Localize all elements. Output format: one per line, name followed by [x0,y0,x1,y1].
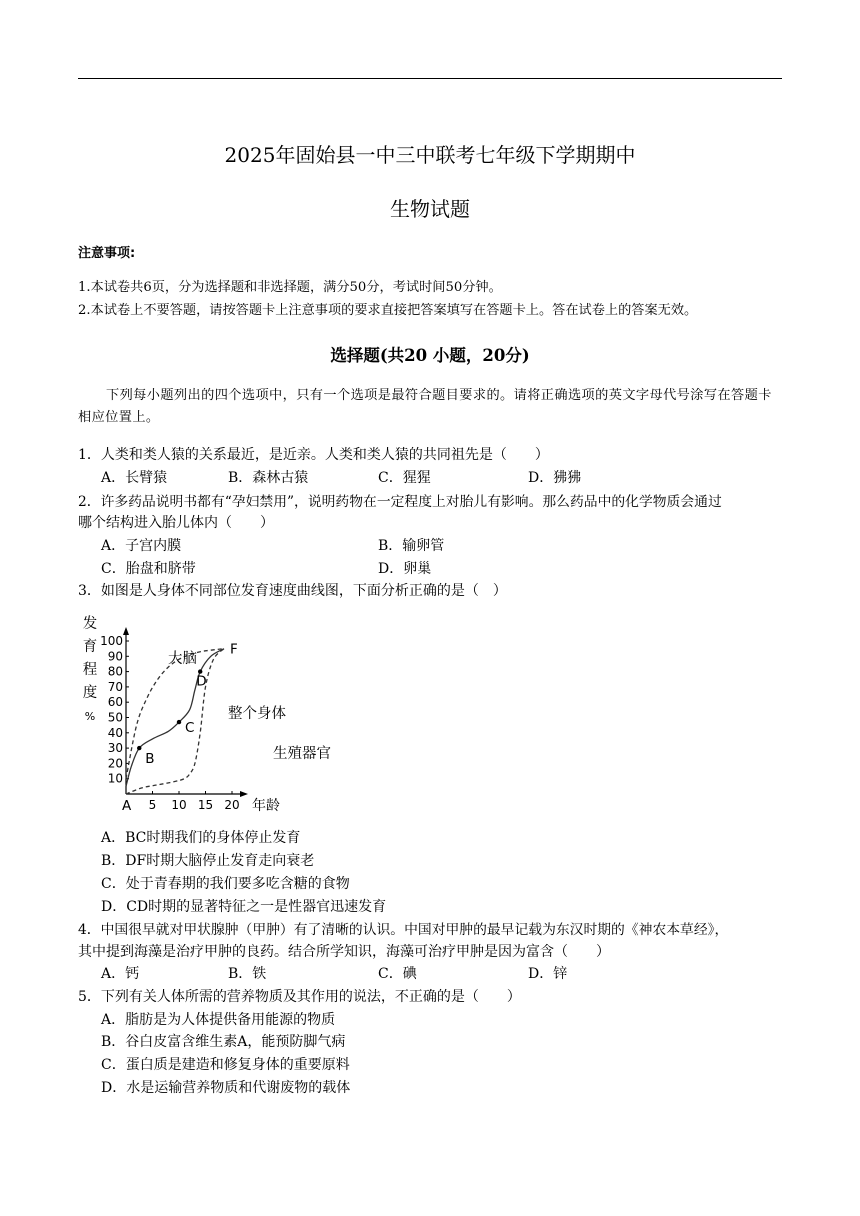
y-tick-label: 50 [107,710,123,725]
curve-point [177,720,181,724]
y-tick-label: 70 [107,679,123,694]
y-axis-label-char: 发 [82,616,98,632]
q3-option-a: A．BC时期我们的身体停止发育 [101,830,301,846]
question-2-stem-line1: 2．许多药品说明书都有“孕妇禁用”，说明药物在一定程度上对胎儿有影响。那么药品中的化学物质会通过 [78,494,722,510]
series-label: 生殖器官 [273,746,331,762]
y-tick-label: 10 [107,771,123,786]
question-1-stem: 1．人类和类人猿的关系最近，是近亲。人类和类人猿的共同祖先是（ ） [78,447,549,463]
y-axis-label-char: 度 [82,685,98,701]
y-axis-label-char: 程 [82,662,98,678]
q5-option-b: B．谷白皮富含维生素A，能预防脚气病 [101,1034,346,1050]
y-axis-arrow [123,627,129,635]
question-5-stem: 5．下列有关人体所需的营养物质及其作用的说法，不正确的是（ ） [78,989,521,1005]
growth-chart [78,608,398,820]
q4-option-b: B．铁 [228,966,267,982]
y-tick-label: 30 [107,741,123,756]
series-line [126,649,224,787]
exam-subtitle: 生物试题 [390,197,470,221]
x-axis-label: 年龄 [252,798,280,814]
series-label: 整个身体 [228,706,286,722]
notice-item: 1.本试卷共6页，分为选择题和非选择题，满分50分，考试时间50分钟。 [78,280,502,295]
section-instruction: 下列每小题列出的四个选项中，只有一个选项是最符合题目要求的。请将正确选项的英文字母代号涂写在答题卡相应位置上。 [78,388,772,425]
point-label: B [145,751,155,768]
x-tick-label: 5 [148,798,157,812]
notice-heading: 注意事项: [78,246,136,261]
q4-option-c: C．碘 [378,966,417,982]
point-label: D [196,673,207,690]
q2-option-d: D．卵巢 [378,561,432,577]
q1-option-d: D．狒狒 [528,470,582,486]
point-label: F [230,641,238,658]
x-tick-label: 10 [171,798,187,812]
y-tick-label: 100 [100,634,123,648]
x-axis-arrow [240,791,248,797]
section-title: 选择题(共20 小题，20分) [330,346,530,365]
q5-option-a: A．脂肪是为人体提供备用能源的物质 [101,1012,336,1028]
question-3-stem: 3．如图是人身体不同部位发育速度曲线图，下面分析正确的是（ ） [78,583,507,599]
series-label: 大脑 [168,651,197,667]
q1-option-c: C．猩猩 [378,470,431,486]
question-4-stem-line1: 4．中国很早就对甲状腺肿（甲肿）有了清晰的认识。中国对甲肿的最早记载为东汉时期的《神农本草经》， [78,922,729,938]
y-tick-label: 40 [107,725,123,740]
q2-option-c: C．胎盘和脐带 [101,561,196,577]
q3-option-d: D．CD时期的显著特征之一是性器官迅速发育 [101,899,387,915]
series-line [126,649,224,794]
exam-title: 2025年固始县一中三中联考七年级下学期期中 [224,143,636,167]
q4-option-a: A．钙 [101,966,140,982]
y-axis-label-char: 育 [82,639,98,655]
y-tick-label: 20 [107,756,123,771]
question-2-stem-line2: 哪个结构进入胎儿体内（ ） [78,515,274,531]
question-4-stem-line2: 其中提到海藻是治疗甲肿的良药。结合所学知识，海藻可治疗甲肿是因为富含（ ） [78,944,610,960]
q5-option-c: C．蛋白质是建造和修复身体的重要原料 [101,1057,350,1073]
point-label: A [122,798,132,814]
x-tick-label: 20 [224,798,240,812]
q3-option-b: B．DF时期大脑停止发育走向衰老 [101,853,315,869]
y-axis-label-char: % [84,710,96,723]
y-tick-label: 80 [107,664,123,679]
header-rule [78,78,782,79]
q5-option-d: D．水是运输营养物质和代谢废物的载体 [101,1080,351,1096]
q1-option-b: B．森林古猿 [228,470,309,486]
notice-item: 2.本试卷上不要答题，请按答题卡上注意事项的要求直接把答案填写在答题卡上。答在试卷上的答案无效。 [78,303,698,318]
y-tick-label: 60 [107,695,123,710]
x-tick-label: 15 [197,798,214,812]
curve-point [137,746,141,750]
q4-option-d: D．锌 [528,966,568,982]
y-tick-label: 90 [107,649,123,664]
point-label: C [185,720,195,737]
q2-option-a: A．子宫内膜 [101,538,182,554]
q2-option-b: B．输卵管 [378,538,445,554]
q3-option-c: C．处于青春期的我们要多吃含糖的食物 [101,876,350,892]
q1-option-a: A．长臂猿 [101,470,168,486]
